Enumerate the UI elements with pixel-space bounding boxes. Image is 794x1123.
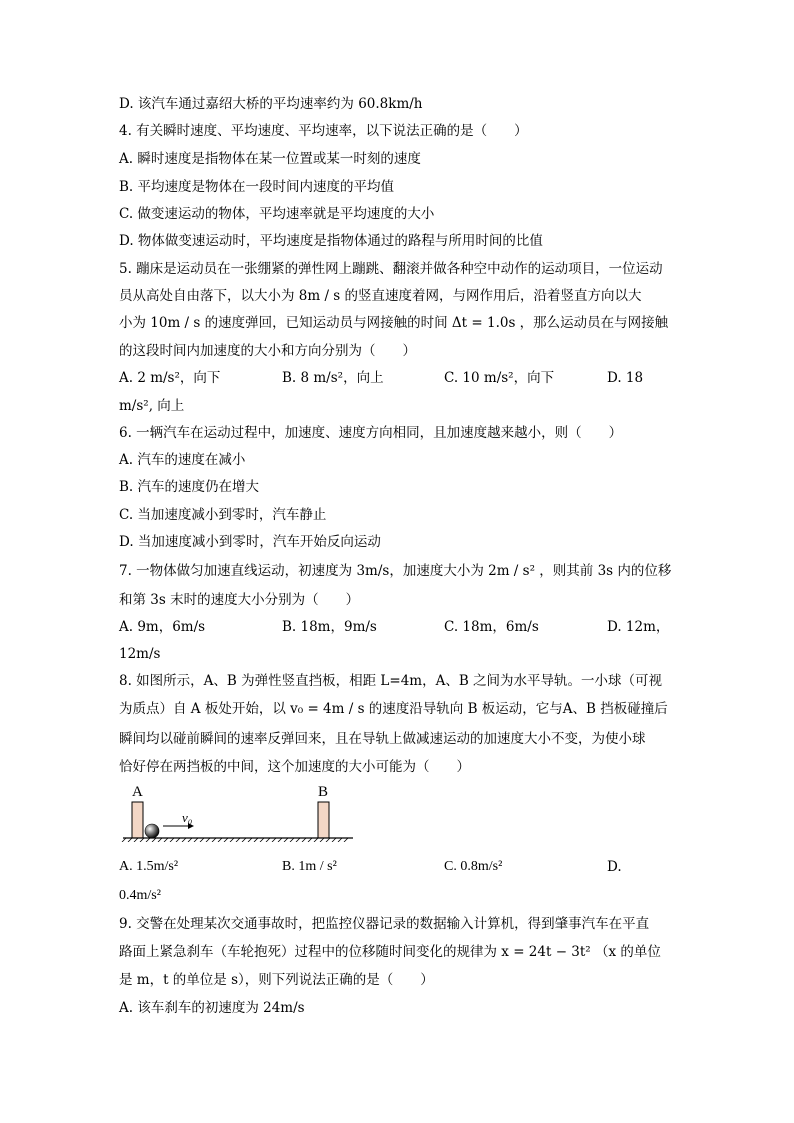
option-b: B. 1m / s² bbox=[282, 859, 337, 874]
ball bbox=[145, 824, 159, 838]
text-line: 小为 10m / s 的速度弹回，已知运动员与网接触的时间 Δt = 1.0s ，那么运动员在与网接触 bbox=[119, 315, 669, 331]
option-a: A. 1.5m/s² bbox=[119, 859, 179, 874]
option-c: C. 18m，6m/s bbox=[444, 619, 539, 635]
question-8-stem: 8. 如图所示，A、B 为弹性竖直挡板，相距 L=4m，A、B 之间为水平导轨。一小球（可视 bbox=[119, 673, 663, 689]
question-4-stem: 4. 有关瞬时速度、平均速度、平均速率，以下说法正确的是（ ） bbox=[119, 123, 528, 139]
plate-b-label: B bbox=[318, 784, 329, 800]
option-line: C. 做变速运动的物体，平均速率就是平均速度的大小 bbox=[119, 206, 435, 222]
option-d: D. 18 bbox=[607, 370, 644, 386]
option-d: D. 12m， bbox=[607, 619, 670, 635]
option-a: A. 2 m/s²，向下 bbox=[119, 370, 221, 386]
text-line: 的这段时间内加速度的大小和方向分别为（ ） bbox=[119, 343, 416, 359]
option-c: C. 10 m/s²，向下 bbox=[444, 370, 555, 386]
velocity-label: v₀ bbox=[182, 810, 193, 825]
option-line: A. 瞬时速度是指物体在某一位置或某一时刻的速度 bbox=[119, 151, 421, 167]
question-5-stem: 5. 蹦床是运动员在一张绷紧的弹性网上蹦跳、翻滚并做各种空中动作的运动项目，一位运动 bbox=[119, 261, 663, 277]
text-line: 路面上紧急刹车（车轮抱死）过程中的位移随时间变化的规律为 x = 24t − 3t² （x 的单位 bbox=[119, 944, 661, 960]
plate-a-label: A bbox=[132, 784, 143, 800]
option-c: C. 0.8m/s² bbox=[444, 859, 503, 874]
option-b: B. 8 m/s²，向上 bbox=[282, 370, 384, 386]
text-line: 瞬间均以碰前瞬间的速率反弹回来，且在导轨上做减速运动的加速度大小不变，为使小球 bbox=[119, 731, 646, 747]
track-figure bbox=[118, 782, 358, 842]
text-line: 是 m，t 的单位是 s），则下列说法正确的是（ ） bbox=[119, 972, 434, 988]
text-line: 为质点）自 A 板处开始，以 v₀ = 4m / s 的速度沿导轨向 B 板运动，它与A、B 挡板碰撞后 bbox=[119, 701, 668, 717]
option-line: A. 汽车的速度在减小 bbox=[119, 452, 246, 468]
option-line: A. 该车刹车的初速度为 24m/s bbox=[119, 1000, 305, 1016]
option-d-continuation: 12m/s bbox=[119, 646, 161, 662]
option-d-continuation: m/s², 向上 bbox=[119, 398, 185, 414]
option-d-continuation: 0.4m/s² bbox=[119, 888, 161, 903]
option-a: A. 9m，6m/s bbox=[119, 619, 206, 635]
option-line: C. 当加速度减小到零时，汽车静止 bbox=[119, 507, 327, 523]
option-line: B. 平均速度是物体在一段时间内速度的平均值 bbox=[119, 179, 395, 195]
question-9-stem: 9. 交警在处理某次交通事故时，把监控仪器记录的数据输入计算机，得到肇事汽车在平直 bbox=[119, 916, 650, 932]
option-d: D. bbox=[607, 859, 622, 875]
option-line: B. 汽车的速度仍在增大 bbox=[119, 479, 260, 495]
question-6-stem: 6. 一辆汽车在运动过程中，加速度、速度方向相同，且加速度越来越小，则（ ） bbox=[119, 425, 623, 441]
option-line: D. 物体做变速运动时，平均速度是指物体通过的路程与所用时间的比值 bbox=[119, 233, 543, 249]
text-line: 员从高处自由落下，以大小为 8m / s 的竖直速度着网，与网作用后，沿着竖直方向以大 bbox=[119, 288, 642, 304]
plate-a bbox=[132, 802, 143, 838]
option-line: D. 当加速度减小到零时，汽车开始反向运动 bbox=[119, 534, 381, 550]
plate-b bbox=[318, 802, 329, 838]
text-line: D. 该汽车通过嘉绍大桥的平均速率约为 60.8km/h bbox=[119, 96, 423, 112]
option-b: B. 18m，9m/s bbox=[282, 619, 377, 635]
text-line: 和第 3s 末时的速度大小分别为（ ） bbox=[119, 592, 360, 608]
text-line: 恰好停在两挡板的中间，这个加速度的大小可能为（ ） bbox=[119, 759, 470, 775]
question-7-stem: 7. 一物体做匀加速直线运动，初速度为 3m/s，加速度大小为 2m / s² ，则其前 3s 内的位移 bbox=[119, 563, 672, 579]
